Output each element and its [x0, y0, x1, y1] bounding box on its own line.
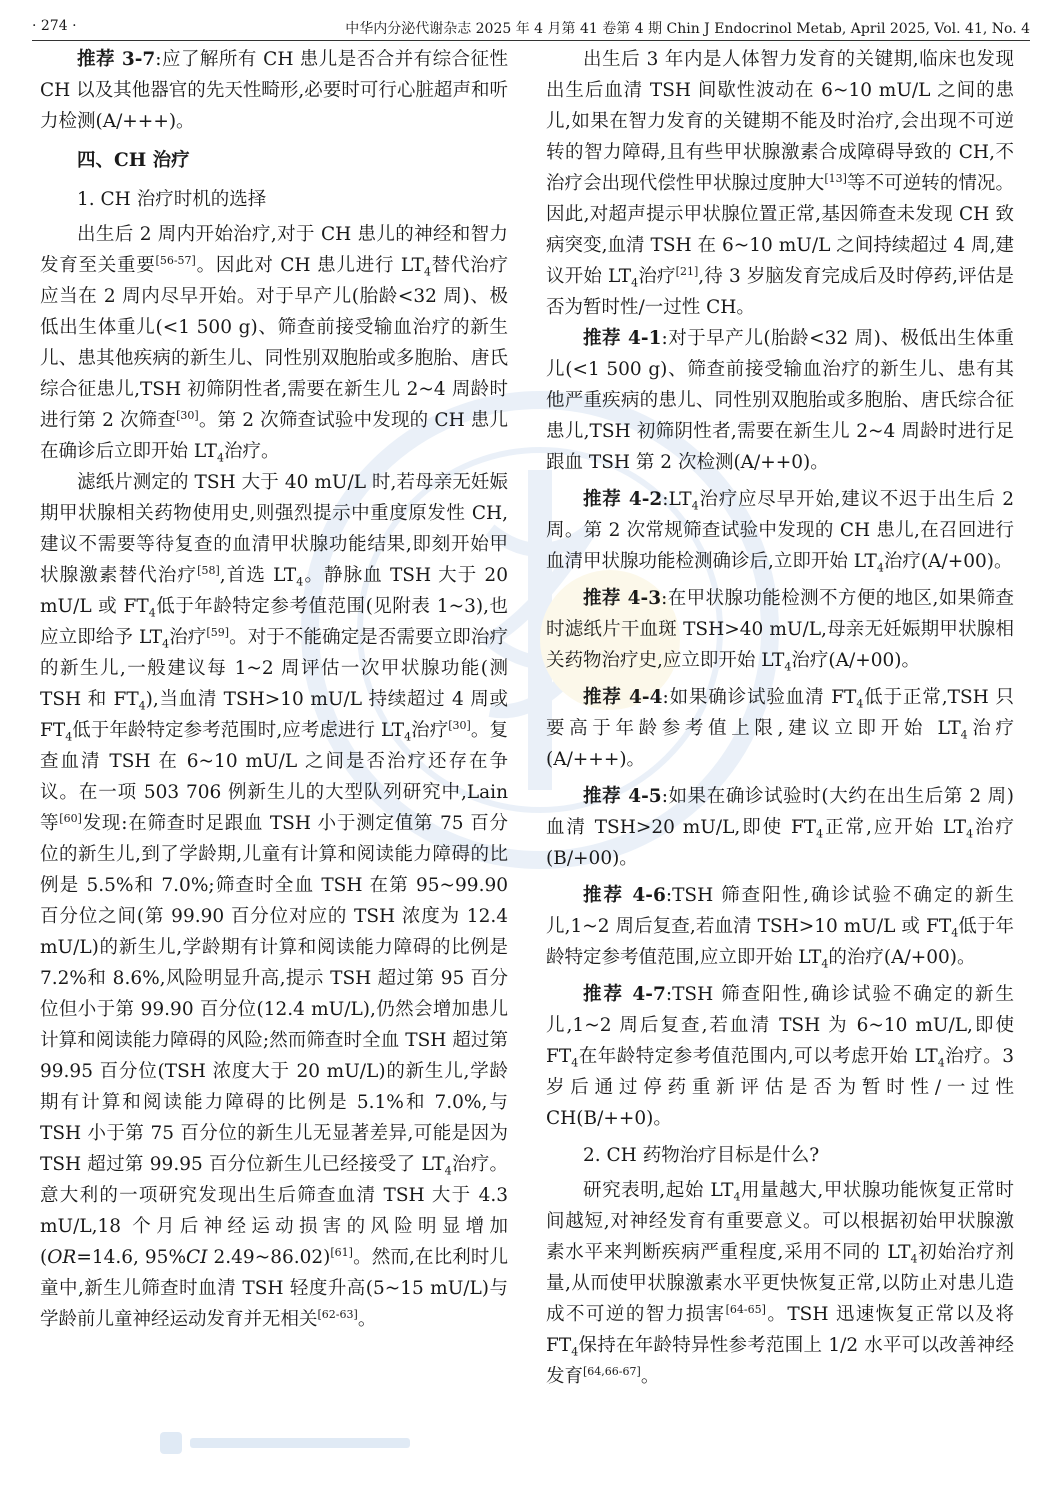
- subsection-treatment-goal: 2. CH 药物治疗目标是什么?: [583, 1145, 820, 1166]
- recommendation-3-7: [40, 44, 508, 137]
- section-heading-ch-treatment: 四、CH 治疗: [77, 150, 190, 171]
- rec-label: 推荐 3-7: [77, 49, 156, 70]
- citation: [13]: [824, 171, 847, 185]
- citation: [21]: [675, 264, 699, 278]
- recommendation-4-6: 推荐 4-6:TSH 筛查阳性,确诊试验不确定的新生儿,1~2 周后复查,若血清 TSH>10 mU/L 或 $FT_4$低于年龄特定参考值范围,应立即开始 $LT_4$的治疗(A/+00)。: [546, 885, 1014, 971]
- citation: [64,66-67]: [583, 1364, 641, 1378]
- paragraph-treatment-goal: 研究表明,起始 $LT_4$用量越大,甲状腺功能恢复正常时间越短,对神经发育有重要意义。可以根据初始甲状腺激素水平来判断疾病严重程度,采用不同的 $LT_4$初始治疗剂量,从而使甲状腺激素水平更快恢复正常,以防止对患儿造成不可逆的智力损害[64-65]。TSH 迅速恢复正常以及将 $FT_4$保持在年龄特异性参考范围上 1/2 水平可以改善神经发育[64,66-67]。: [546, 1180, 1014, 1387]
- recommendation-4-1: 推荐 4-1:对于早产儿(胎龄<32 周)、极低出生体重儿(<1 500 g)、筛查前接受输血治疗的新生儿、患有其他严重疾病的患儿、同性别双胞胎或多胞胎、唐氏综合征患儿,TSH 初筛阴性者,需要在新生儿 2~4 周龄时进行足跟血 TSH 第 2 次检测(A/++0)。: [546, 328, 1014, 473]
- paragraph-critical-period: 出生后 3 年内是人体智力发育的关键期,临床也发现出生后血清 TSH 间歇性波动在 6~10 mU/L 之间的患儿,如果在智力发育的关键期不能及时治疗,会出现不可逆转的智力障碍,且有些甲状腺激素合成障碍导致的 CH,不治疗会出现代偿性甲状腺过度肿大[13]等不可逆转的情况。因此,对超声提示甲状腺位置正常,基因筛查未发现 CH 致病突变,血清 TSH 在 6~10 mU/L 之间持续超过 4 周,建议开始 $LT_4$治疗[21],待 3 岁脑发育完成后及时停药,评估是否为暂时性/一过性 CH。: [546, 49, 1014, 318]
- paragraph-tsh-threshold: 滤纸片测定的 TSH 大于 40 mU/L 时,若母亲无妊娠期甲状腺相关药物使用史,则强烈提示中重度原发性 CH,建议不需要等待复查的血清甲状腺功能结果,即刻开始甲状腺激素替代治疗[58],首选 $LT_4$。静脉血 TSH 大于 20 mU/L 或 $FT_4$低于年龄特定参考值范围(见附表 1~3),也应立即给予 $LT_4$治疗[59]。对于不能确定是否需要立即治疗的新生儿,一般建议每 1~2 周评估一次甲状腺功能(测 TSH 和 $FT_4$),当血清 TSH>10 mU/L 持续超过 4 周或 $FT_4$低于年龄特定参考范围时,应考虑进行 $LT_4$治疗[30]。复查血清 TSH 在 6~10 mU/L 之间是否治疗还存在争议。在一项 503 706 例新生儿的大型队列研究中,Lain 等[60]发现:在筛查时足跟血 TSH 小于测定值第 75 百分位的新生儿,到了学龄期,儿童有计算和阅读能力障碍的比例是 5.5%和 7.0%;筛查时全血 TSH 在第 95~99.90 百分位之间(第 99.90 百分位对应的 TSH 浓度为 12.4 mU/L)的新生儿,学龄期有计算和阅读能力障碍的比例是 7.2%和 8.6%,风险明显升高,提示 TSH 超过第 95 百分位但小于第 99.90 百分位(12.4 mU/L),仍然会增加患儿计算和阅读能力障碍的风险;然而筛查时全血 TSH 超过第 99.95 百分位(TSH 浓度大于 20 mU/L)的新生儿,学龄期有计算和阅读能力障碍的比例是 5.1%和 7.0%,与 TSH 小于第 75 百分位的新生儿无显著差异,可能是因为 TSH 超过第 99.95 百分位新生儿已经接受了 $LT_4$治疗。意大利的一项研究发现出生后筛查血清 TSH 大于 4.3 mU/L,18 个月后神经运动损害的风险明显增加(OR=14.6, 95%CI 2.49~86.02)[61]。然而,在比利时儿童中,新生儿筛查时血清 TSH 轻度升高(5~15 mU/L)与学龄前儿童神经运动发育并无相关[62-63]。: [40, 472, 508, 1330]
- left-column: [40, 44, 508, 1335]
- paragraph-treatment-timing: 出生后 2 周内开始治疗,对于 CH 患儿的神经和智力发育至关重要[56-57]。因此对 CH 患儿进行 $LT_4$替代治疗应当在 2 周内尽早开始。对于早产儿(胎龄<32 周)、极低出生体重儿(<1 500 g)、筛查前接受输血治疗的新生儿、患其他疾病的新生儿、同性别双胞胎或多胞胎、唐氏综合征患儿,TSH 初筛阴性者,需要在新生儿 2~4 周龄时进行第 2 次筛查[30]。第 2 次筛查试验中发现的 CH 患儿在确诊后立即开始 $LT_4$治疗。: [40, 224, 508, 465]
- page-header: [32, 14, 1030, 41]
- citation: [30]: [448, 718, 471, 732]
- journal-info: 中华内分泌代谢杂志 2025 年 4 月第 41 卷第 4 期 Chin J Endocrinol Metab, April 2025, Vol. 41, No. 4: [345, 21, 1030, 37]
- recommendation-4-5: 推荐 4-5:如果在确诊试验时(大约在出生后第 2 周)血清 TSH>20 mU/L,即使 $FT_4$正常,应开始 $LT_4$治疗(B/+00)。: [546, 786, 1014, 869]
- citation: [58]: [197, 563, 220, 577]
- right-column: [546, 44, 1014, 1392]
- subsection-treatment-timing: 1. CH 治疗时机的选择: [77, 189, 267, 210]
- citation: [30]: [176, 408, 199, 422]
- page-number: · 274 ·: [32, 18, 77, 34]
- citation: [56-57]: [155, 253, 196, 267]
- recommendation-4-3: 推荐 4-3:在甲状腺功能检测不方便的地区,如果筛查时滤纸片干血斑 TSH>40 mU/L,母亲无妊娠期甲状腺相关药物治疗史,应立即开始 $LT_4$治疗(A/+00)。: [546, 588, 1014, 674]
- recommendation-4-4: 推荐 4-4:如果确诊试验血清 $FT_4$低于正常,TSH 只要高于年龄参考值上限,建议立即开始 $LT_4$治疗(A/+++)。: [546, 687, 1014, 770]
- recommendation-4-7: 推荐 4-7:TSH 筛查阳性,确诊试验不确定的新生儿,1~2 周后复查,若血清 TSH 为 6~10 mU/L,即使 $FT_4$在年龄特定参考值范围内,可以考虑开始 $LT_4$治疗。3 岁后通过停药重新评估是否为暂时性/一过性 CH(B/++0)。: [546, 984, 1014, 1129]
- rec-text: :应了解所有 CH 患儿是否合并有综合征性 CH 以及其他器官的先天性畸形,必要时可行心脏超声和听力检测(A/+++)。: [40, 49, 508, 132]
- citation: [60]: [59, 811, 82, 825]
- citation: [62-63]: [317, 1307, 358, 1321]
- recommendation-4-2: 推荐 $4-2:LT_4$治疗应尽早开始,建议不迟于出生后 2 周。第 2 次常规筛查试验中发现的 CH 患儿,在召回进行血清甲状腺功能检测确诊后,立即开始 $LT_4$治疗(A/+00)。: [546, 489, 1014, 575]
- citation: [64-65]: [725, 1302, 766, 1316]
- citation: [59]: [206, 625, 229, 639]
- publisher-logo: [160, 1428, 420, 1458]
- citation: [61]: [330, 1245, 353, 1259]
